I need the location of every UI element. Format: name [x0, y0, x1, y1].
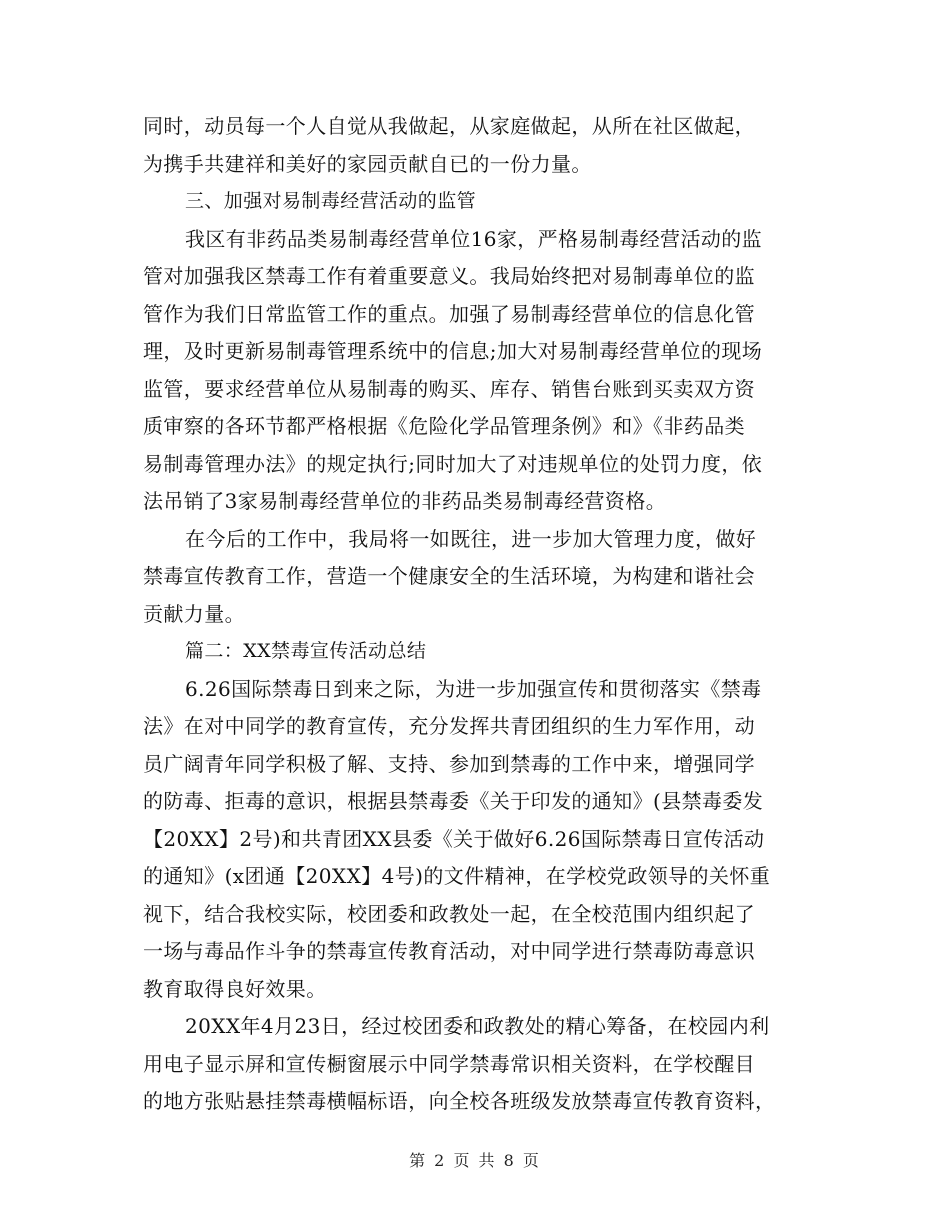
- text-line: 质审察的各环节都严格根据《危险化学品管理条例》和》《非药品类: [143, 414, 745, 438]
- text-line: 法吊销了3家易制毒经营单位的非药品类易制毒经营资格。: [143, 489, 667, 513]
- text-line: 员广阔青年同学积极了解、支持、参加到禁毒的工作中来，增强同学: [143, 751, 755, 776]
- text-line: 理，及时更新易制毒管理系统中的信息;加大对易制毒经营单位的现场: [143, 339, 763, 363]
- text-line: 管作为我们日常监管工作的重点。加强了易制毒经营单位的信息化管: [143, 301, 755, 326]
- text-line: 【20XX】2号)和共青团XX县委《关于做好6.26国际禁毒日宣传活动: [143, 826, 765, 851]
- page-number-footer: 第 2 页 共 8 页: [409, 1151, 541, 1170]
- text-line: 管对加强我区禁毒工作有着重要意义。我局始终把对易制毒单位的监: [143, 264, 755, 288]
- text-line: 我区有非药品类易制毒经营单位16家，严格易制毒经营活动的监: [185, 226, 763, 251]
- text-line: 禁毒宣传教育工作，营造一个健康安全的生活环境，为构建和谐社会: [143, 564, 755, 588]
- text-line: 同时，动员每一个人自觉从我做起，从家庭做起，从所在社区做起，: [143, 114, 755, 138]
- text-line: 视下，结合我校实际，校团委和政教处一起，在全校范围内组织起了: [143, 901, 755, 926]
- text-line: 监管，要求经营单位从易制毒的购买、库存、销售台账到买卖双方资: [143, 376, 755, 401]
- text-line: 法》在对中同学的教育宣传，充分发挥共青团组织的生力军作用，动: [143, 714, 755, 738]
- text-line: 的通知》(x团通【20XX】4号)的文件精神，在学校党政领导的关怀重: [143, 864, 771, 888]
- text-line: 贡献力量。: [143, 601, 245, 626]
- text-line: 用电子显示屏和宣传橱窗展示中同学禁毒常识相关资料，在学校醒目: [143, 1051, 755, 1076]
- text-line: 的防毒、拒毒的意识，根据县禁毒委《关于印发的通知》(县禁毒委发: [143, 789, 764, 813]
- document-body: [143, 108, 808, 1121]
- section-heading: 篇二：XX禁毒宣传活动总结: [185, 640, 427, 662]
- text-line: 为携手共建祥和美好的家园贡献自已的一份力量。: [143, 151, 592, 176]
- text-line: 在今后的工作中，我局将一如既往，进一步加大管理力度，做好: [185, 526, 757, 551]
- text-line: 一场与毒品作斗争的禁毒宣传教育活动，对中同学进行禁毒防毒意识: [143, 939, 755, 963]
- text-line: 易制毒管理办法》的规定执行;同时加大了对违规单位的处罚力度，依: [143, 451, 763, 476]
- text-line: 的地方张贴悬挂禁毒横幅标语，向全校各班级发放禁毒宣传教育资料，: [143, 1089, 776, 1113]
- text-line: 教育取得良好效果。: [143, 976, 327, 1001]
- text-line: 20XX年4月23日，经过校团委和政教处的精心筹备，在校园内利: [185, 1014, 770, 1038]
- text-line: 6.26国际禁毒日到来之际，为进一步加强宣传和贯彻落实《禁毒: [185, 676, 762, 701]
- section-heading: 三、加强对易制毒经营活动的监管: [185, 190, 477, 212]
